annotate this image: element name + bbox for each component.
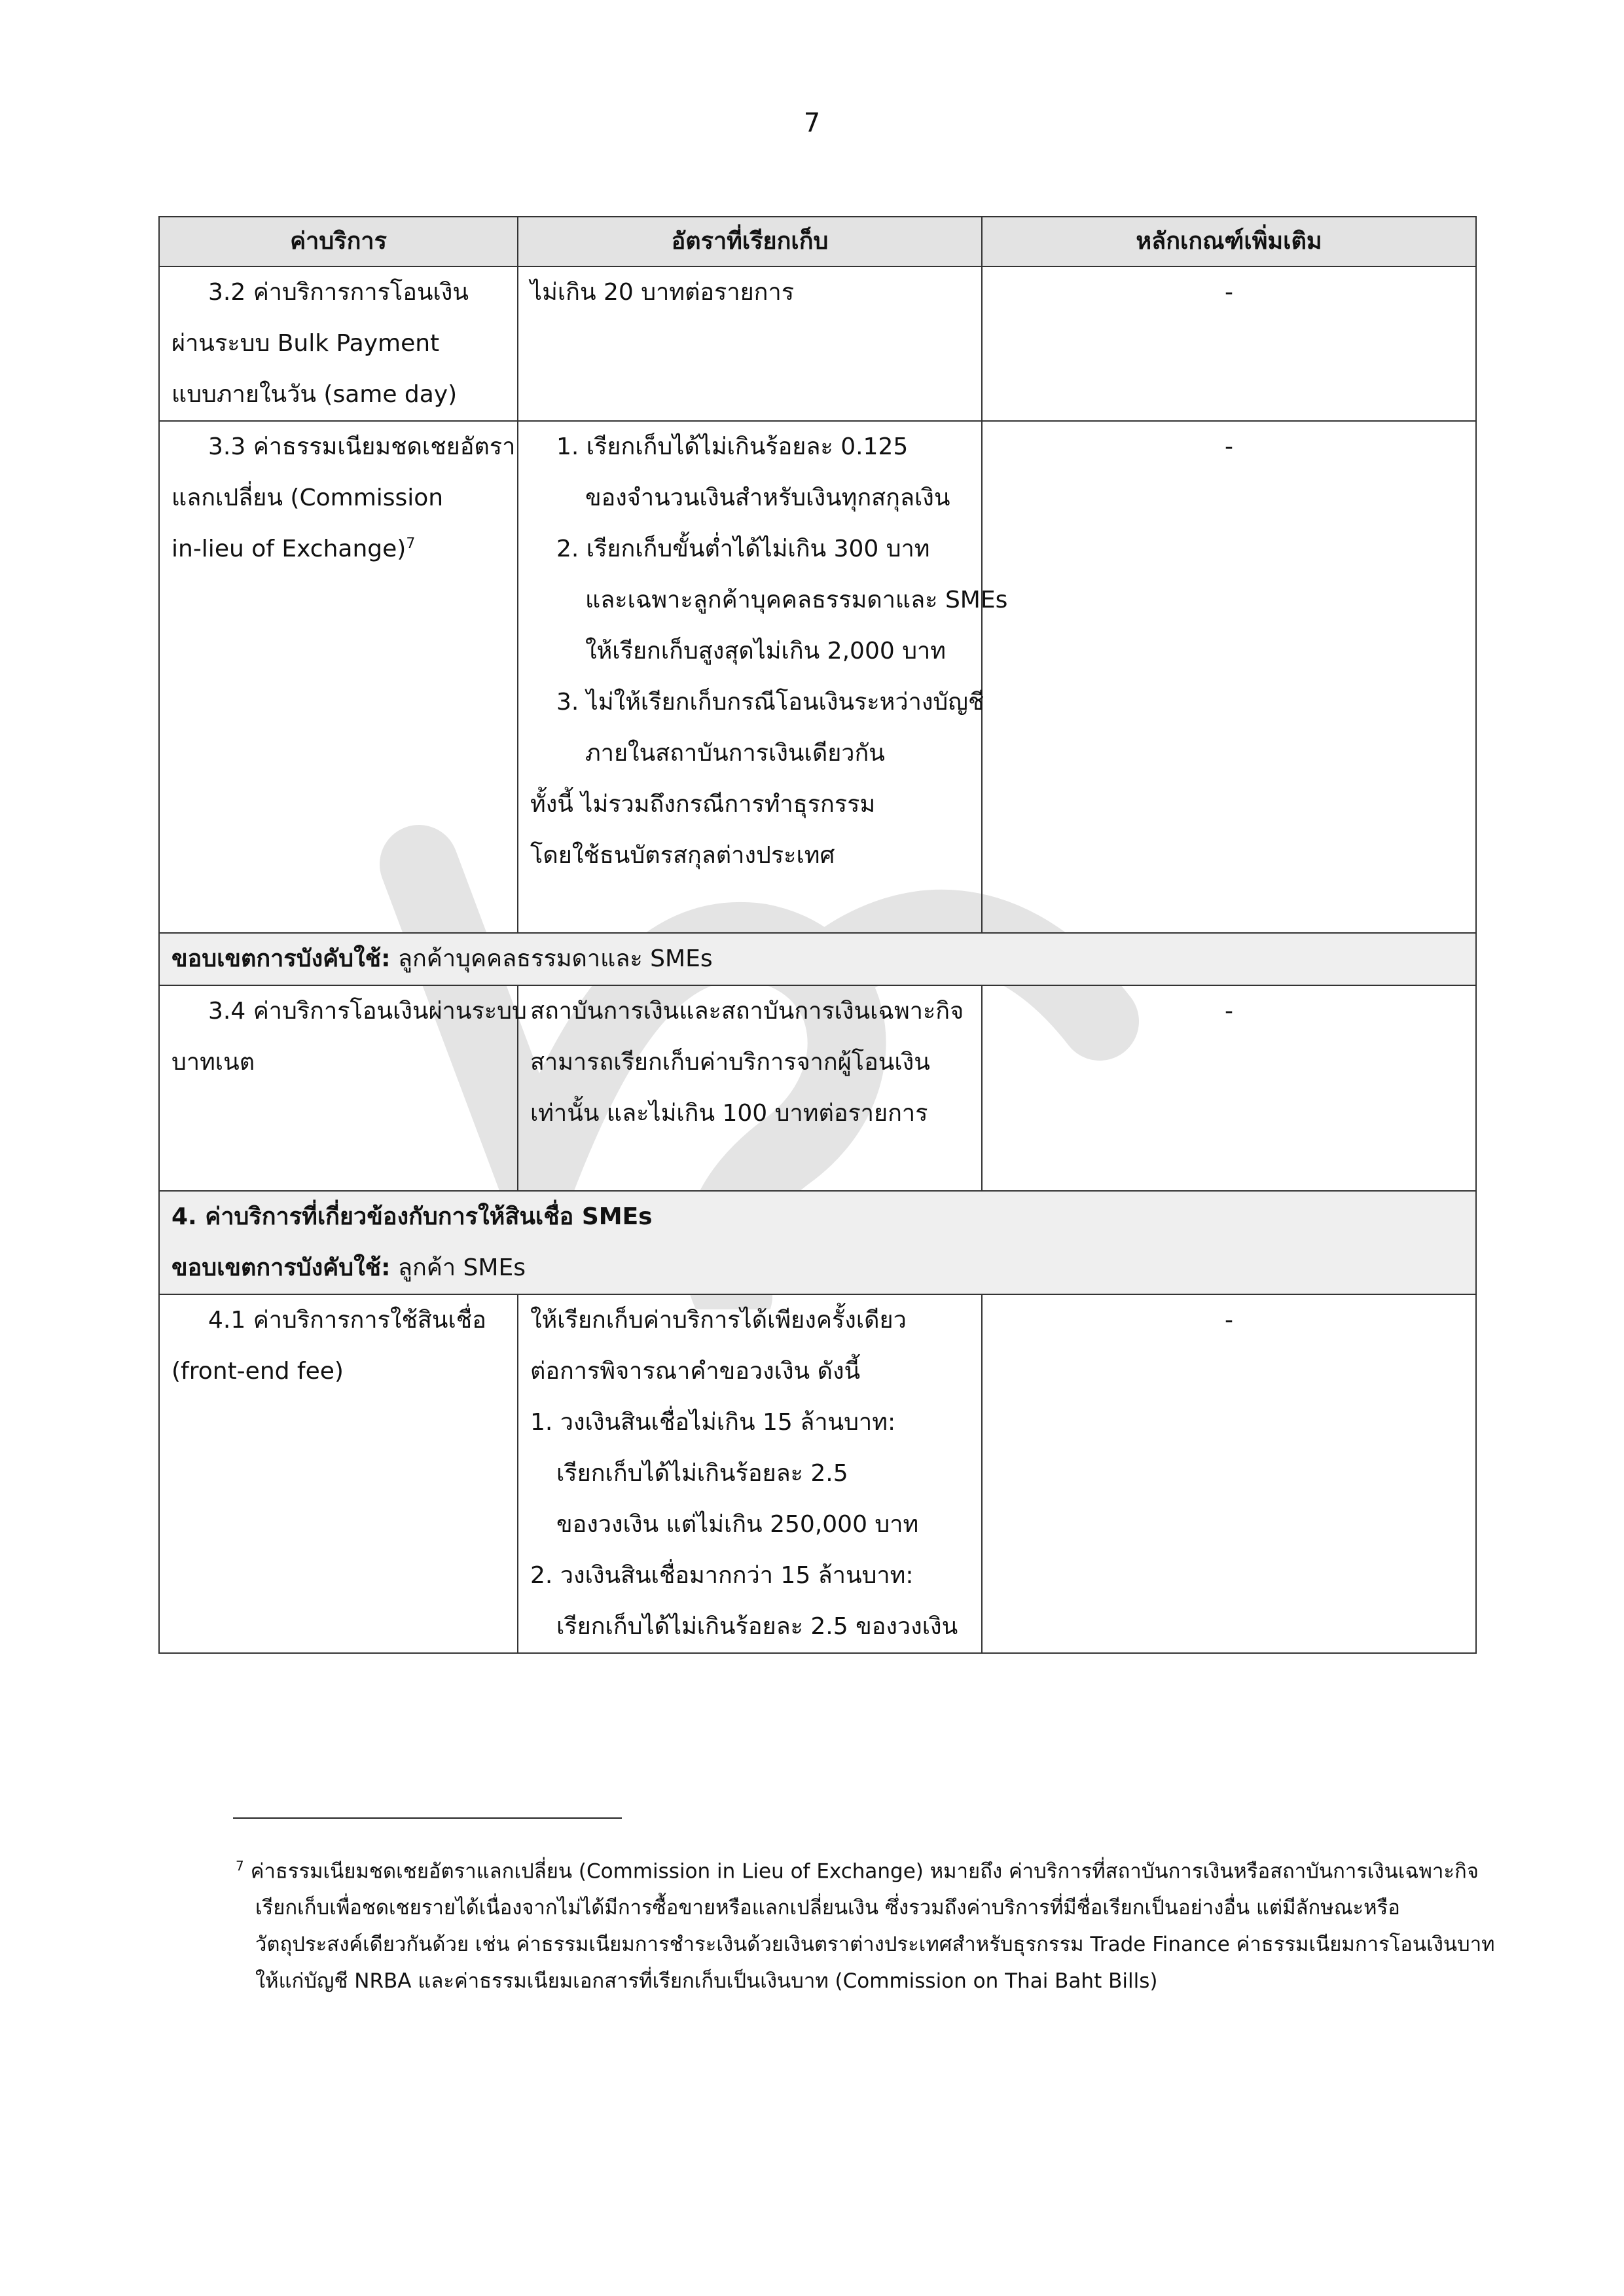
table-row [159, 266, 1476, 421]
rate-line: ให้เรียกเก็บค่าบริการได้เพียงครั้งเดียว [530, 1307, 907, 1334]
rate-line: 1. เรียกเก็บได้ไม่เกินร้อยละ 0.125 [556, 433, 909, 460]
rate-line: โดยใช้ธนบัตรสกุลต่างประเทศ [530, 842, 835, 869]
criteria-cell [982, 266, 1476, 421]
criteria-dash: - [1225, 279, 1233, 306]
service-line: 3.3 ค่าธรรมเนียมชดเชยอัตรา [208, 433, 516, 460]
rate-cell [518, 1294, 982, 1653]
rate-cell [518, 266, 982, 421]
rate-line: ของจำนวนเงินสำหรับเงินทุกสกุลเงิน [585, 484, 950, 511]
service-line: บาทเนต [171, 1049, 255, 1076]
rate-line: ของวงเงิน แต่ไม่เกิน 250,000 บาท [556, 1511, 919, 1538]
rate-line: สถาบันการเงินและสถาบันการเงินเฉพาะกิจ [530, 998, 964, 1025]
rate-line: เรียกเก็บได้ไม่เกินร้อยละ 2.5 [556, 1460, 848, 1487]
rate-line: ให้เรียกเก็บสูงสุดไม่เกิน 2,000 บาท [585, 638, 946, 665]
service-line: 3.4 ค่าบริการโอนเงินผ่านระบบ [208, 998, 527, 1025]
rate-line: ภายในสถาบันการเงินเดียวกัน [585, 740, 885, 767]
scope-label: ขอบเขตการบังคับใช้: [171, 945, 391, 972]
criteria-cell [982, 985, 1476, 1191]
rate-line: ไม่เกิน 20 บาทต่อรายการ [530, 279, 795, 306]
service-cell [159, 266, 518, 421]
service-line: 3.2 ค่าบริการการโอนเงิน [208, 279, 469, 306]
footnote-line: วัตถุประสงค์เดียวกันด้วย เช่น ค่าธรรมเนียมการชำระเงินด้วยเงินตราต่างประเทศสำหรับธุรกรรม Trade Finance ค่าธรรมเนียมการโอนเงินบาท [255, 1933, 1495, 1957]
rate-line: เท่านั้น และไม่เกิน 100 บาทต่อรายการ [530, 1100, 928, 1127]
table-row [159, 985, 1476, 1191]
scope-label: ขอบเขตการบังคับใช้: [171, 1254, 391, 1281]
rate-line: ต่อการพิจารณาคำขอวงเงิน ดังนี้ [530, 1358, 861, 1385]
rate-line: 2. เรียกเก็บขั้นต่ำได้ไม่เกิน 300 บาท [556, 536, 930, 562]
criteria-dash: - [1225, 998, 1233, 1025]
rate-line: และเฉพาะลูกค้าบุคคลธรรมดาและ SMEs [585, 587, 1008, 613]
header-service: ค่าบริการ [159, 217, 518, 266]
service-cell [159, 421, 518, 933]
header-rate: อัตราที่เรียกเก็บ [518, 217, 982, 266]
section-title: 4. ค่าบริการที่เกี่ยวข้องกับการให้สินเชื่อ SMEs [171, 1203, 653, 1230]
footnote-separator [233, 1817, 622, 1819]
rate-line: สามารถเรียกเก็บค่าบริการจากผู้โอนเงิน [530, 1049, 930, 1076]
scope-row [159, 933, 1476, 985]
service-line: แลกเปลี่ยน (Commission [171, 484, 444, 511]
service-line: in-lieu of Exchange) [171, 536, 406, 562]
scope-cell [159, 933, 1476, 985]
scope-value: ลูกค้าบุคคลธรรมดาและ SMEs [390, 945, 713, 972]
footnote-line: เรียกเก็บเพื่อชดเชยรายได้เนื่องจากไม่ได้มีการซื้อขายหรือแลกเปลี่ยนเงิน ซึ่งรวมถึงค่าบริการที่มีชื่อเรียกเป็นอย่างอื่น แต่มีลักษณะหรือ [255, 1896, 1400, 1920]
service-line: (front-end fee) [171, 1358, 344, 1385]
criteria-cell [982, 1294, 1476, 1653]
criteria-dash: - [1225, 1307, 1233, 1334]
service-line: แบบภายในวัน (same day) [171, 381, 458, 408]
rate-cell [518, 985, 982, 1191]
table-row [159, 1294, 1476, 1653]
section-row [159, 1191, 1476, 1294]
footnote-line: ค่าธรรมเนียมชดเชยอัตราแลกเปลี่ยน (Commission in Lieu of Exchange) หมายถึง ค่าบริการที่สถาบันการเงินหรือสถาบันการเงินเฉพาะกิจ [250, 1859, 1479, 1884]
header-criteria: หลักเกณฑ์เพิ่มเติม [982, 217, 1476, 266]
rate-line: 3. ไม่ให้เรียกเก็บกรณีโอนเงินระหว่างบัญชี [556, 689, 984, 716]
rate-line: ทั้งนี้ ไม่รวมถึงกรณีการทำธุรกรรม [530, 791, 876, 818]
scope-value: ลูกค้า SMEs [390, 1254, 526, 1281]
footnote-line: ให้แก่บัญชี NRBA และค่าธรรมเนียมเอกสารที่เรียกเก็บเป็นเงินบาท (Commission on Thai Baht Bills) [255, 1969, 1158, 1994]
rate-line: เรียกเก็บได้ไม่เกินร้อยละ 2.5 ของวงเงิน [556, 1613, 958, 1640]
service-line: ผ่านระบบ Bulk Payment [171, 330, 440, 357]
section-cell [159, 1191, 1476, 1294]
criteria-dash: - [1225, 433, 1233, 460]
page-number: 7 [803, 108, 821, 138]
fee-table [158, 216, 1477, 1654]
rate-line: 2. วงเงินสินเชื่อมากกว่า 15 ล้านบาท: [530, 1562, 914, 1589]
rate-line: 1. วงเงินสินเชื่อไม่เกิน 15 ล้านบาท: [530, 1409, 896, 1436]
table-header-row [159, 217, 1476, 266]
table-row [159, 421, 1476, 933]
footnote-reference: 7 [406, 536, 416, 552]
rate-cell [518, 421, 1008, 933]
footnote-mark: 7 [236, 1858, 244, 1874]
service-cell [159, 985, 527, 1191]
service-line: 4.1 ค่าบริการการใช้สินเชื่อ [208, 1307, 486, 1334]
footnote [236, 1848, 1495, 1999]
criteria-cell [982, 421, 1476, 933]
service-cell [159, 1294, 518, 1653]
